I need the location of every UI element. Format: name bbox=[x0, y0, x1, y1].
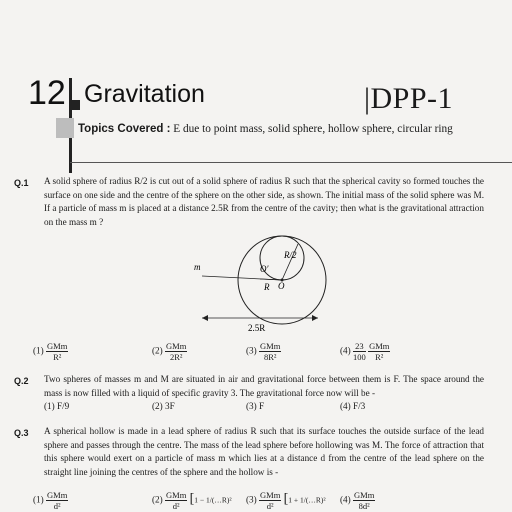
label-R-half: R/2 bbox=[284, 250, 297, 260]
question-number: Q.1 bbox=[14, 178, 29, 188]
q3-option-1[interactable]: (1) $\frac{\text{GMm}}{\text{d²}}$ bbox=[33, 490, 68, 511]
label-O: O bbox=[278, 281, 285, 291]
q3-option-3[interactable]: (3) $\frac{\text{GMm}}{\text{d²}}$ [1 + 1/(…R)² bbox=[246, 490, 326, 511]
dpp-label: |DPP-1 bbox=[364, 82, 454, 115]
question-text: Two spheres of masses m and M are situated in air and gravitational force between them is F. The space around the mass is now filled with a liquid of specific gravity 3. The gravitational force now will be - bbox=[44, 374, 484, 398]
q3-option-4[interactable]: (4) $\frac{\text{GMm}}{\text{8d²}}$ bbox=[340, 490, 375, 511]
header-rule bbox=[70, 162, 512, 163]
topics-text: E due to point mass, solid sphere, hollow sphere, circular ring bbox=[173, 123, 453, 135]
cavity-diagram bbox=[180, 232, 350, 337]
chapter-title: Gravitation bbox=[84, 80, 205, 108]
topics-covered bbox=[78, 123, 453, 135]
topics-label: Topics Covered : bbox=[78, 123, 171, 135]
chapter-marker bbox=[70, 100, 80, 110]
question-text: A solid sphere of radius R/2 is cut out of a solid sphere of radius R such that the spherical cavity so formed touches the surface on one side and the centre of the sphere on the other side, as shown. The initial mass of the solid sphere was M. If a particle of mass m is placed at a distance 2.5R from the centre of the cavity; then what is the gravitational attraction on the mass m ? bbox=[44, 176, 484, 227]
q1-option-2[interactable]: (2) $\frac{\text{GMm}}{\text{2R²}}$ bbox=[152, 341, 187, 362]
label-R: R bbox=[264, 282, 270, 292]
q1-option-3[interactable]: (3) $\frac{\text{GMm}}{\text{8R²}}$ bbox=[246, 341, 281, 362]
label-m: m bbox=[194, 262, 201, 272]
label-distance: 2.5R bbox=[248, 323, 266, 333]
q2-option-1[interactable]: (1) F/9 bbox=[44, 401, 70, 411]
q2-option-4[interactable]: (4) F/3 bbox=[340, 401, 366, 411]
q2-option-3[interactable]: (3) F bbox=[246, 401, 265, 411]
q2-option-2[interactable]: (2) 3F bbox=[152, 401, 175, 411]
topics-marker bbox=[56, 118, 74, 138]
question-text: A spherical hollow is made in a lead sphere of radius R such that its surface touches the outside surface of the lead sphere and passes through the centre. The mass of the lead sphere before hollowing was M. The force of attraction that this sphere would exert on a particle of mass m which lies at a distance d from the centre of the lead sphere on the straight line joining the centres of the sphere and the hollow is - bbox=[44, 426, 484, 477]
label-O-prime: O′ bbox=[260, 264, 269, 274]
q1-option-1[interactable]: (1) $\frac{\text{GMm}}{\text{R²}}$ bbox=[33, 341, 68, 362]
chapter-number: 12 bbox=[28, 74, 66, 112]
radius-R-line bbox=[260, 279, 282, 280]
q1-option-4[interactable]: (4) $\frac{23}{100}$ $\frac{\text{GMm}}{\text{R²}}$ bbox=[340, 341, 390, 362]
question-number: Q.2 bbox=[14, 376, 29, 386]
question-number: Q.3 bbox=[14, 428, 29, 438]
q3-option-2[interactable]: (2) $\frac{\text{GMm}}{\text{d²}}$ [1 − 1/(…R)² bbox=[152, 490, 232, 511]
